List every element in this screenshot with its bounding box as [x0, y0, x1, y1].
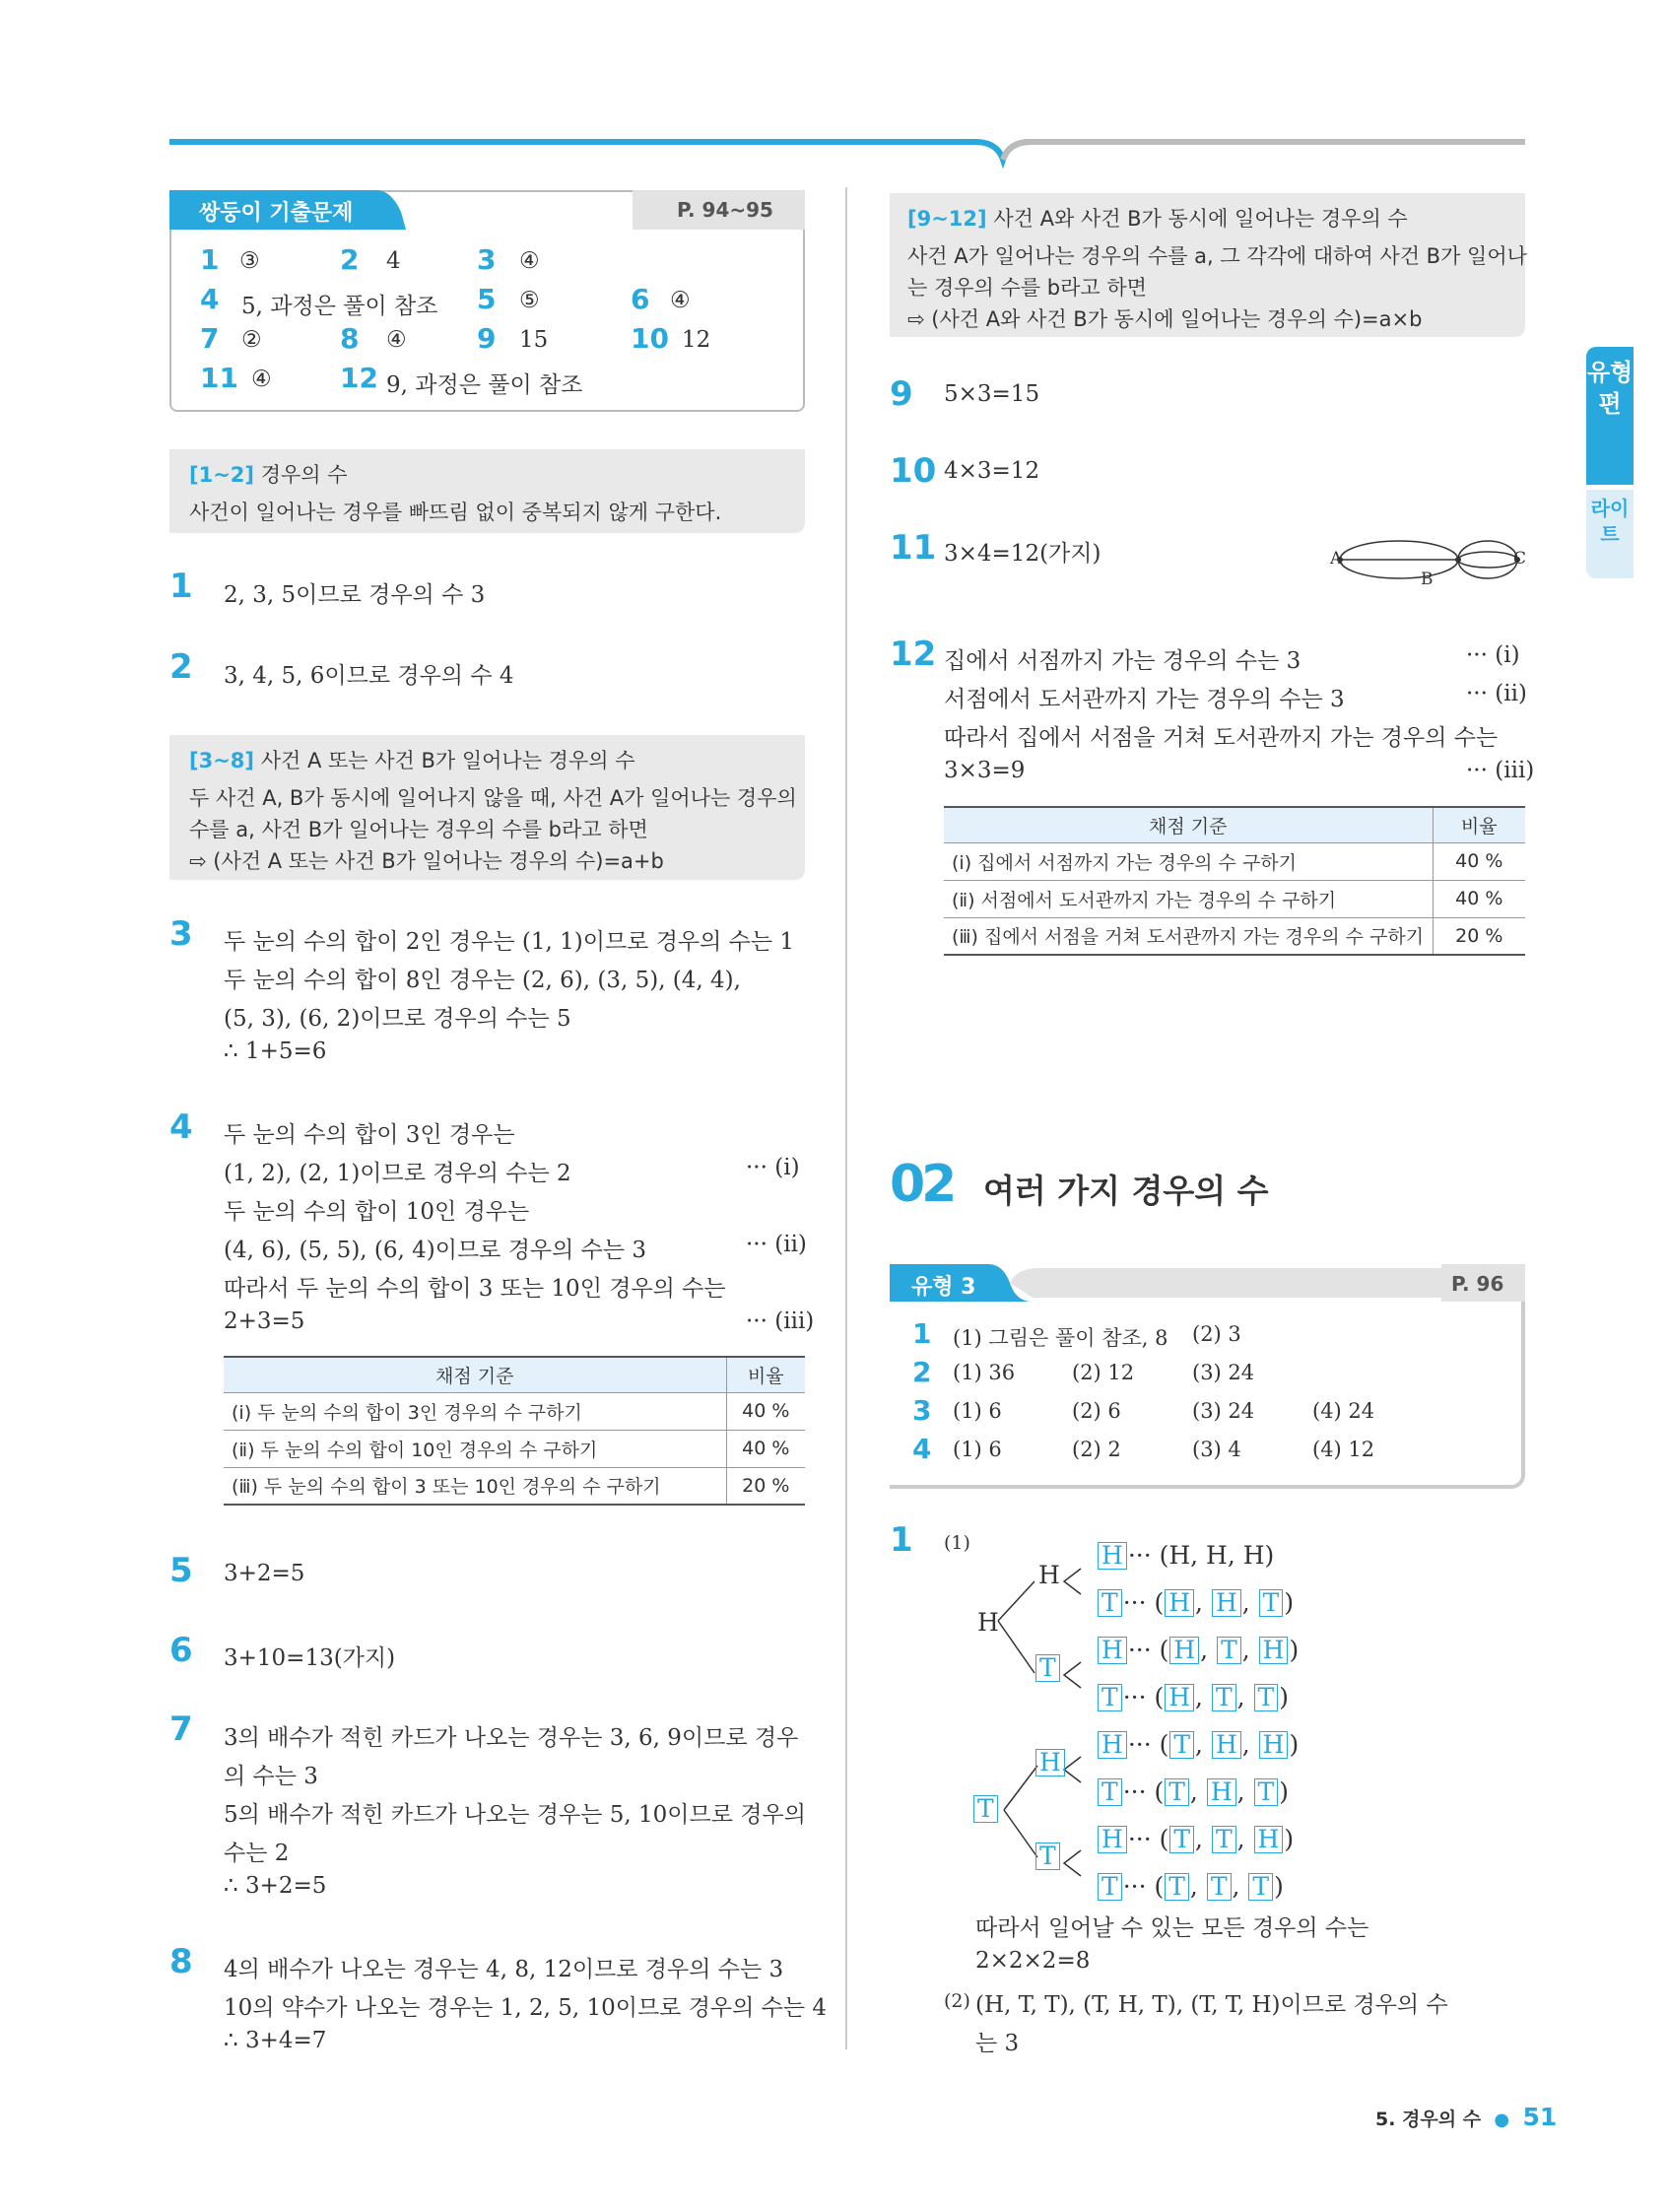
- solution-text: 서점에서 도서관까지 가는 경우의 수는 3: [944, 687, 1345, 712]
- table-row: [224, 1392, 805, 1430]
- answer-val: ④: [386, 327, 407, 353]
- answer-val: ④: [670, 288, 691, 313]
- solution-text: 따라서 일어날 수 있는 모든 경우의 수는: [975, 1915, 1369, 1941]
- step-marker: ··· (ⅰ): [746, 1155, 800, 1180]
- tree-leaves: [1097, 1532, 1299, 1910]
- part-label: (1): [944, 1532, 970, 1554]
- solution-text: 2+3=5: [224, 1308, 305, 1334]
- solution-text: 두 눈의 수의 합이 10인 경우는: [224, 1199, 530, 1225]
- concept-body: ⇨ (사건 A와 사건 B가 동시에 일어나는 경우의 수)=a×b: [907, 307, 1423, 331]
- solution-text: 두 눈의 수의 합이 3인 경우는: [224, 1122, 515, 1148]
- solution-text: 의 수는 3: [224, 1764, 318, 1789]
- table-header: 비율: [1433, 807, 1525, 842]
- side-tab-type[interactable]: [1586, 347, 1634, 485]
- node-label-c: C: [1513, 549, 1527, 569]
- answer-val: (3) 24: [1192, 1361, 1255, 1384]
- table-cell: 20 %: [1433, 917, 1525, 955]
- tree-node-h: H: [1038, 1561, 1060, 1589]
- tree-leaf: T ··· ( T , T , T ): [1097, 1863, 1299, 1910]
- solution-text: 수는 2: [224, 1841, 290, 1866]
- concept-body: 두 사건 A, B가 동시에 일어나지 않을 때, 사건 A가 일어나는 경우의: [189, 786, 797, 810]
- twin-header: [169, 190, 805, 230]
- solution-number: 11: [890, 528, 937, 568]
- table-cell: 20 %: [726, 1467, 805, 1505]
- answer-num: 7: [200, 322, 220, 355]
- answer-val: (4) 24: [1312, 1399, 1375, 1423]
- tree-root-h: H: [977, 1608, 999, 1637]
- page-footer: [1375, 2103, 1557, 2131]
- step-marker: ··· (ⅱ): [1466, 681, 1527, 706]
- solution-text: 3+10=13(가지): [224, 1645, 396, 1671]
- answer-val: (3) 4: [1192, 1438, 1241, 1461]
- bullet-icon: ●: [1494, 2110, 1510, 2130]
- table-cell: 40 %: [726, 1430, 805, 1467]
- table-cell: 40 %: [726, 1392, 805, 1430]
- answer-num: 5: [477, 283, 497, 315]
- answer-num: 6: [631, 283, 650, 315]
- solution-text: 집에서 서점까지 가는 경우의 수는 3: [944, 648, 1301, 674]
- concept-title: 경우의 수: [260, 463, 348, 487]
- answer-val: (2) 12: [1072, 1361, 1135, 1384]
- concept-body: 사건이 일어나는 경우를 빠뜨림 없이 중복되지 않게 구한다.: [189, 501, 722, 524]
- answer-num: 12: [340, 362, 378, 394]
- answer-val: 4: [386, 248, 401, 274]
- solution-text: (1, 2), (2, 1)이므로 경우의 수는 2: [224, 1161, 571, 1186]
- table-row: [944, 880, 1525, 917]
- side-tab-type-label: 유형편: [1586, 359, 1634, 418]
- scoring-table: [944, 806, 1525, 956]
- tree-leaf: T ··· ( H , H , T ): [1097, 1579, 1299, 1627]
- solution-text: 3, 4, 5, 6이므로 경우의 수 4: [224, 663, 514, 689]
- tree-leaf: H ··· (H, H, H): [1097, 1532, 1299, 1579]
- solution-number: 10: [890, 451, 937, 491]
- tree-node-t: T: [1034, 1654, 1061, 1682]
- concept-body: 사건 A가 일어나는 경우의 수를 a, 그 각각에 대하여 사건 B가 일어나: [907, 244, 1527, 268]
- section-title: 여러 가지 경우의 수: [983, 1172, 1269, 1210]
- tree-node-h: H: [1034, 1749, 1066, 1776]
- table-header: 채점 기준: [944, 807, 1433, 842]
- twin-title: 쌍둥이 기출문제: [199, 201, 354, 226]
- step-marker: ··· (ⅲ): [746, 1308, 815, 1334]
- concept-tag: [1~2]: [189, 463, 255, 487]
- table-row: [944, 842, 1525, 880]
- solution-number: 1: [169, 567, 193, 606]
- solution-number: 6: [169, 1631, 193, 1670]
- solution-text: 3×4=12(가지): [944, 541, 1101, 567]
- answer-val: 9, 과정은 풀이 참조: [386, 372, 583, 398]
- type3-header: [890, 1264, 1525, 1302]
- answer-num: 1: [912, 1317, 932, 1350]
- answer-val: (1) 36: [953, 1361, 1016, 1384]
- solution-text: 4의 배수가 나오는 경우는 4, 8, 12이므로 경우의 수는 3: [224, 1957, 784, 1982]
- answer-val: (1) 6: [953, 1438, 1002, 1461]
- answer-val: ②: [241, 327, 262, 353]
- scoring-table: [224, 1356, 805, 1506]
- solution-text: 따라서 집에서 서점을 거쳐 도서관까지 가는 경우의 수는: [944, 725, 1499, 751]
- tree-root-t: T: [972, 1795, 999, 1823]
- solution-number: 9: [890, 374, 913, 414]
- answer-val: (3) 24: [1192, 1399, 1255, 1423]
- solution-number: 1: [890, 1520, 913, 1560]
- side-tab-lite-label: 라이트: [1590, 497, 1630, 546]
- table-row: [224, 1430, 805, 1467]
- solution-text: 10의 약수가 나오는 경우는 1, 2, 5, 10이므로 경우의 수는 4: [224, 1995, 828, 2021]
- answer-val: ④: [519, 248, 540, 274]
- answer-num: 3: [912, 1394, 932, 1427]
- solution-number: 2: [169, 647, 193, 687]
- solution-text: 2×2×2=8: [975, 1948, 1091, 1974]
- concept-body: 는 경우의 수를 b라고 하면: [907, 276, 1147, 300]
- answer-num: 8: [340, 322, 360, 355]
- answer-num: 9: [477, 322, 497, 355]
- answer-val: (2) 6: [1072, 1399, 1121, 1423]
- answer-val: (1) 6: [953, 1399, 1002, 1423]
- solution-text: 5×3=15: [944, 381, 1040, 407]
- solution-text: ∴ 3+4=7: [224, 2028, 327, 2053]
- solution-number: 8: [169, 1942, 193, 1981]
- tree-leaf: H ··· ( T , H , H ): [1097, 1721, 1299, 1769]
- concept-box-9-12: [890, 193, 1525, 337]
- table-row: [224, 1467, 805, 1505]
- answer-val: ③: [239, 248, 260, 274]
- tree-leaf: T ··· ( H , T , T ): [1097, 1674, 1299, 1721]
- type3-pages: P. 96: [1451, 1272, 1504, 1296]
- step-marker: ··· (ⅰ): [1466, 642, 1520, 668]
- solution-text: (4, 6), (5, 5), (6, 4)이므로 경우의 수는 3: [224, 1238, 647, 1263]
- answer-num: 4: [912, 1433, 932, 1465]
- table-row: [944, 917, 1525, 955]
- concept-tag: [9~12]: [907, 207, 987, 231]
- concept-body: 수를 a, 사건 B가 일어나는 경우의 수를 b라고 하면: [189, 818, 648, 841]
- section-number: 02: [890, 1155, 954, 1214]
- table-cell: (ⅰ) 집에서 서점까지 가는 경우의 수 구하기: [944, 842, 1433, 880]
- top-rule: [167, 134, 1527, 173]
- solution-number: 3: [169, 914, 193, 954]
- answer-val: (1) 그림은 풀이 참조, 8: [953, 1326, 1168, 1350]
- solution-number: 12: [890, 635, 937, 674]
- answer-num: 1: [200, 243, 220, 276]
- tree-leaf-text: ··· (H, H, H): [1127, 1541, 1275, 1570]
- answer-num: 2: [912, 1356, 932, 1388]
- table-cell: (ⅱ) 서점에서 도서관까지 가는 경우의 수 구하기: [944, 880, 1433, 917]
- part-label: (2): [944, 1990, 970, 2012]
- solution-text: (5, 3), (6, 2)이므로 경우의 수는 5: [224, 1006, 571, 1032]
- table-cell: (ⅲ) 집에서 서점을 거쳐 도서관까지 가는 경우의 수 구하기: [944, 917, 1433, 955]
- solution-text: 두 눈의 수의 합이 8인 경우는 (2, 6), (3, 5), (4, 4),: [224, 968, 741, 993]
- table-header: 비율: [726, 1357, 805, 1392]
- solution-number: 5: [169, 1551, 193, 1590]
- solution-text: 2, 3, 5이므로 경우의 수 3: [224, 582, 486, 608]
- page-number: 51: [1522, 2103, 1558, 2131]
- answer-val: ④: [251, 367, 272, 392]
- type3-title: 유형 3: [911, 1275, 976, 1300]
- tree-leaf: H ··· ( T , T , H ): [1097, 1816, 1299, 1863]
- node-label-b: B: [1421, 570, 1434, 589]
- node-label-a: A: [1330, 549, 1343, 569]
- column-divider: [845, 187, 847, 2049]
- concept-body: ⇨ (사건 A 또는 사건 B가 일어나는 경우의 수)=a+b: [189, 849, 664, 873]
- answer-val: (2) 2: [1072, 1438, 1121, 1461]
- table-cell: (ⅱ) 두 눈의 수의 합이 10인 경우의 수 구하기: [224, 1430, 726, 1467]
- concept-title: 사건 A 또는 사건 B가 일어나는 경우의 수: [260, 749, 635, 772]
- table-cell: (ⅰ) 두 눈의 수의 합이 3인 경우의 수 구하기: [224, 1392, 726, 1430]
- concept-box-3-8: [169, 735, 805, 880]
- answer-val: 15: [519, 327, 549, 353]
- answer-val: 12: [682, 327, 711, 353]
- solution-text: 3×3=9: [944, 758, 1026, 783]
- answer-val: (4) 12: [1312, 1438, 1375, 1461]
- solution-text: ∴ 1+5=6: [224, 1039, 327, 1064]
- solution-text: (H, T, T), (T, H, T), (T, T, H)이므로 경우의 수: [975, 1992, 1448, 2018]
- tree-node-t: T: [1034, 1843, 1061, 1870]
- solution-number: 7: [169, 1709, 193, 1749]
- solution-number: 4: [169, 1107, 193, 1147]
- table-header: 채점 기준: [224, 1357, 726, 1392]
- solution-text: 는 3: [975, 2031, 1020, 2056]
- solution-text: 3의 배수가 적힌 카드가 나오는 경우는 3, 6, 9이므로 경우: [224, 1725, 799, 1751]
- answer-val: (2) 3: [1192, 1322, 1241, 1346]
- table-cell: 40 %: [1433, 842, 1525, 880]
- table-cell: 40 %: [1433, 880, 1525, 917]
- answer-num: 3: [477, 243, 497, 276]
- twin-pages: P. 94~95: [677, 198, 773, 222]
- solution-text: 5의 배수가 적힌 카드가 나오는 경우는 5, 10이므로 경우의: [224, 1802, 806, 1828]
- solution-text: ∴ 3+2=5: [224, 1873, 327, 1899]
- solution-text: 3+2=5: [224, 1561, 305, 1586]
- answer-val: ⑤: [519, 288, 540, 313]
- answer-num: 4: [200, 283, 220, 315]
- step-marker: ··· (ⅱ): [746, 1232, 807, 1257]
- concept-tag: [3~8]: [189, 749, 255, 772]
- tree-leaf: H ··· ( H , T , H ): [1097, 1627, 1299, 1674]
- table-cell: (ⅲ) 두 눈의 수의 합이 3 또는 10인 경우의 수 구하기: [224, 1467, 726, 1505]
- solution-text: 따라서 두 눈의 수의 합이 3 또는 10인 경우의 수는: [224, 1276, 726, 1302]
- tree-leaf: T ··· ( T , H , T ): [1097, 1769, 1299, 1816]
- answer-num: 2: [340, 243, 360, 276]
- solution-text: 두 눈의 수의 합이 2인 경우는 (1, 1)이므로 경우의 수는 1: [224, 929, 795, 955]
- footer-chapter: 5. 경우의 수: [1375, 2109, 1482, 2130]
- answer-num: 11: [200, 362, 238, 394]
- side-tab-lite[interactable]: [1586, 490, 1634, 578]
- answer-num: 10: [631, 322, 669, 355]
- concept-box-1-2: [169, 449, 805, 533]
- concept-title: 사건 A와 사건 B가 동시에 일어나는 경우의 수: [993, 207, 1408, 231]
- answer-val: 5, 과정은 풀이 참조: [241, 294, 438, 319]
- step-marker: ··· (ⅲ): [1466, 758, 1535, 783]
- solution-text: 4×3=12: [944, 458, 1040, 484]
